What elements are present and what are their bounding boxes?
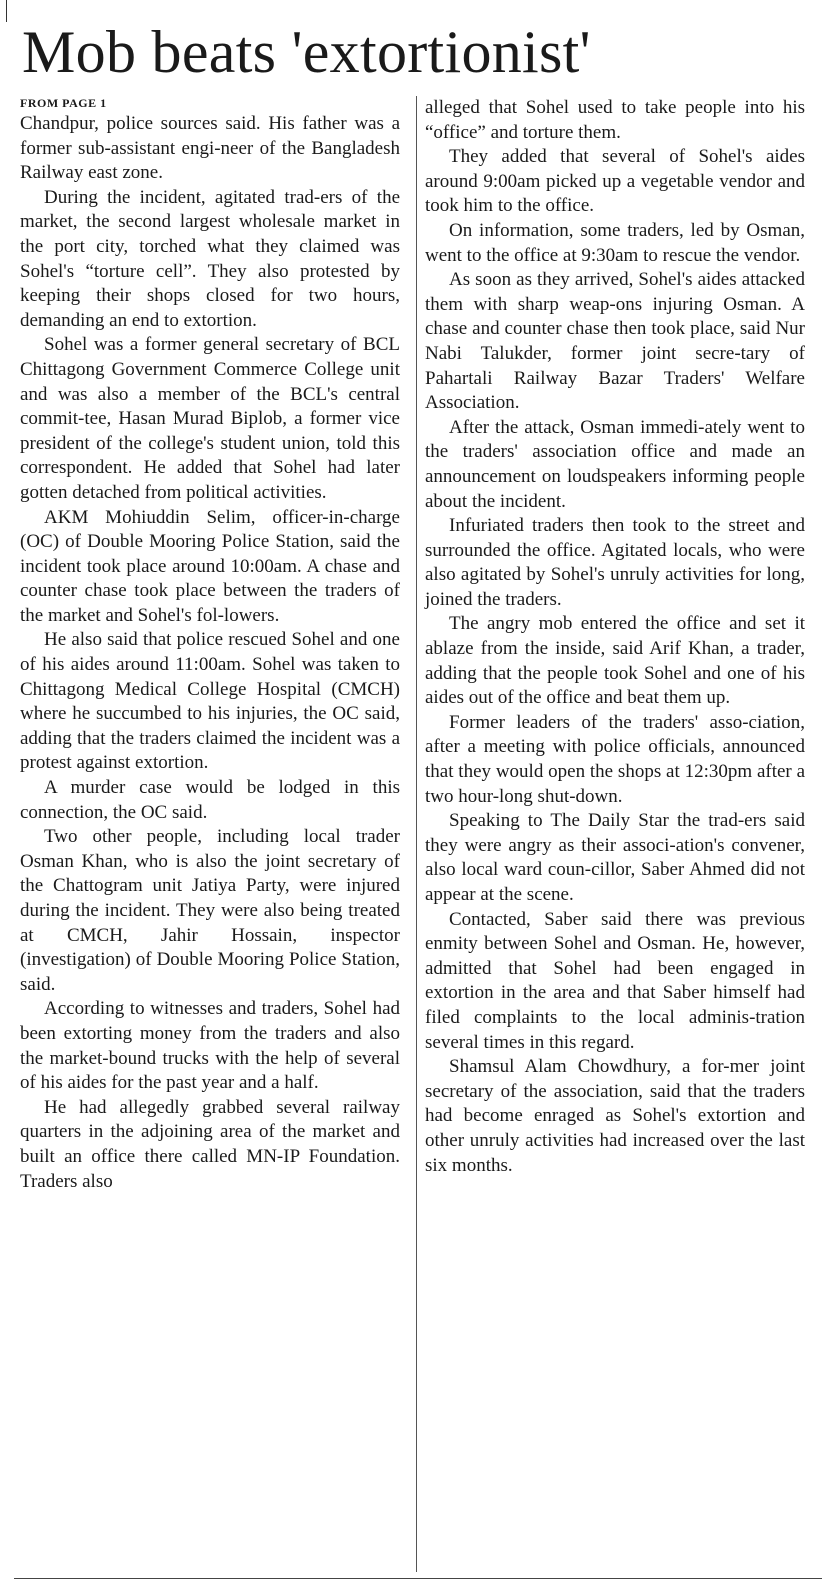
paragraph: He had allegedly grabbed several railway quarters in the adjoining area of the market and built an office there called MN-IP Foundation. Traders also [20, 1096, 400, 1192]
paragraph: Speaking to The Daily Star the trad-ers said they were angry as their associ-ation's convener, also local ward coun-cillor, Saber Ahmed did not appear at the scene. [425, 810, 805, 905]
paragraph: After the attack, Osman immedi-ately went to the traders' association office and made an announcement on loudspeakers informing people about the incident. [425, 416, 805, 512]
paragraph: Shamsul Alam Chowdhury, a for-mer joint secretary of the association, said that the traders had become enraged as Sohel's extortion and other unruly activities had increased over the last six months. [425, 1056, 805, 1176]
top-left-rule [6, 0, 7, 22]
paragraph: As soon as they arrived, Sohel's aides attacked them with sharp weap-ons injuring Osman. A chase and counter chase then took place, said Nur Nabi Talukder, former joint secre-tary of Pahartali Railway Bazar Traders' Welfare Association. [425, 269, 805, 414]
headline: Mob beats 'extortionist' [22, 19, 591, 85]
from-page-kicker: FROM PAGE 1 [20, 96, 107, 110]
paragraph: He also said that police rescued Sohel and one of his aides around 11:00am. Sohel was taken to Chittagong Medical College Hospital (CMCH) where he succumbed to his injuries, the OC said, adding that the traders claimed the incident was a protest against extortion. [20, 629, 400, 774]
paragraph: Chandpur, police sources said. His father was a former sub-assistant engi-neer of the Bangladesh Railway east zone. [20, 113, 400, 184]
right-column [425, 96, 805, 1178]
paragraph: The angry mob entered the office and set it ablaze from the inside, said Arif Khan, a trader, adding that the people took Sohel and one of his aides out of the office and beat them up. [425, 613, 805, 709]
paragraph: alleged that Sohel used to take people into his “office” and torture them. [425, 97, 805, 143]
article-body [20, 96, 814, 1572]
paragraph: During the incident, agitated trad-ers of the market, the second largest wholesale market in the port city, torched what they claimed was Sohel's “torture cell”. They also protested by keeping their shops closed for two hours, demanding an end to extortion. [20, 186, 400, 331]
paragraph: Infuriated traders then took to the street and surrounded the office. Agitated locals, who were also agitated by Sohel's unruly activities for long, joined the traders. [425, 515, 805, 610]
paragraph: They added that several of Sohel's aides around 9:00am picked up a vegetable vendor and took him to the office. [425, 146, 805, 217]
paragraph: On information, some traders, led by Osman, went to the office at 9:30am to rescue the vendor. [425, 219, 805, 266]
paragraph: A murder case would be lodged in this connection, the OC said. [20, 777, 400, 823]
column-divider [416, 96, 417, 1572]
bottom-rule [14, 1578, 822, 1579]
left-column [20, 96, 400, 1194]
paragraph: Contacted, Saber said there was previous enmity between Sohel and Osman. He, however, admitted that Sohel had been engaged in extortion in the area and that Saber himself had filed complaints to the local adminis-tration several times in this regard. [425, 908, 805, 1053]
paragraph: AKM Mohiuddin Selim, officer-in-charge (OC) of Double Mooring Police Station, said the incident took place around 10:00am. A chase and counter chase took place between the traders of the market and Sohel's fol-lowers. [20, 506, 400, 626]
paragraph: Former leaders of the traders' asso-ciation, after a meeting with police officials, announced that they would open the shops at 12:30pm after a two hour-long shut-down. [425, 711, 805, 807]
paragraph: According to witnesses and traders, Sohel had been extorting money from the traders and also the market-bound trucks with the help of several of his aides for the past year and a half. [20, 998, 400, 1094]
paragraph: Two other people, including local trader Osman Khan, who is also the joint secretary of the Chattogram unit Jatiya Party, were injured during the incident. They were also being treated at CMCH, Jahir Hossain, inspector (investigation) of Double Mooring Police Station, said. [20, 826, 400, 995]
paragraph: Sohel was a former general secretary of BCL Chittagong Government Commerce College unit and was also a member of the BCL's central commit-tee, Hasan Murad Biplob, a former vice president of the college's student union, told this correspondent. He added that Sohel had later gotten detached from political activities. [20, 334, 400, 503]
